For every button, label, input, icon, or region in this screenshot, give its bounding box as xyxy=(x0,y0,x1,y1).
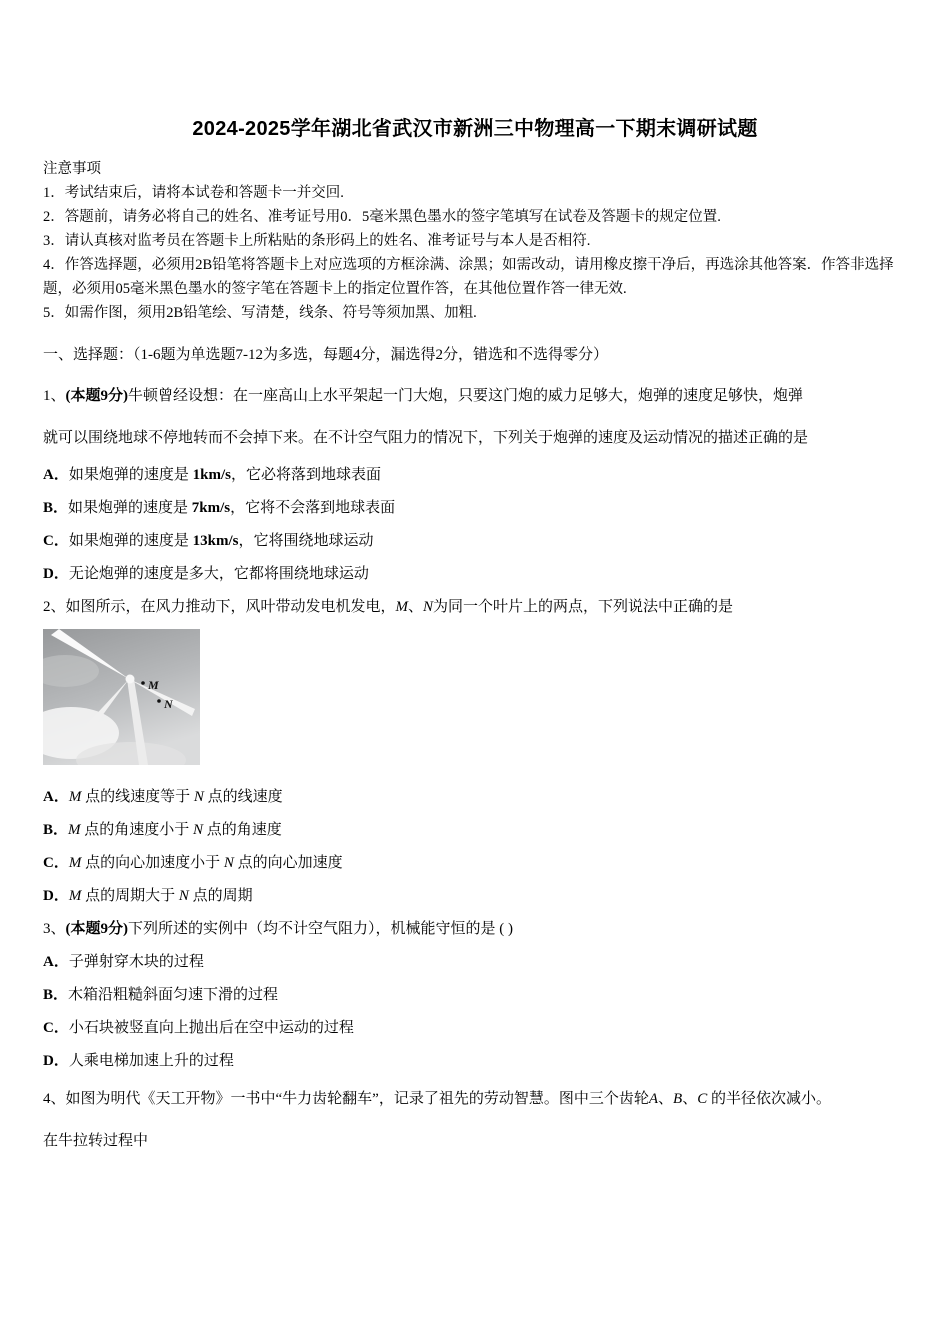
notice-header: 注意事项 xyxy=(43,161,101,177)
question-3 xyxy=(43,913,907,1078)
point-m-label: M xyxy=(148,678,159,692)
question-4-stem-line-1: 4、如图为明代《天工开物》一书中“牛力齿轮翻车”，记录了祖先的劳动智慧。图中三个齿轮A、B、C 的半径依次减小。 xyxy=(43,1091,831,1107)
question-1-stem-line-2: 就可以围绕地球不停地转而不会掉下来。在不计空气阻力的情况下，下列关于炮弹的速度及运动情况的描述正确的是 xyxy=(43,430,809,446)
notice-item-4: 4．作答选择题，必须用2B铅笔将答题卡上对应选项的方框涂满、涂黑；如需改动，请用橡皮擦干净后，再选涂其他答案．作答非选择题，必须用05毫米黑色墨水的签字笔在答题卡上的指定位置作答，在其他位置作答一律无效. xyxy=(43,257,894,297)
point-n-dot xyxy=(157,699,161,703)
question-3-option-d: D．人乘电梯加速上升的过程 xyxy=(43,1053,234,1069)
question-3-option-c: C．小石块被竖直向上抛出后在空中运动的过程 xyxy=(43,1020,354,1036)
point-m-dot xyxy=(141,681,145,685)
question-1 xyxy=(43,375,907,591)
turbine-hub xyxy=(126,675,135,684)
question-2 xyxy=(43,591,907,913)
question-2-option-d: D．M 点的周期大于 N 点的周期 xyxy=(43,888,253,904)
question-3-option-a: A．子弹射穿木块的过程 xyxy=(43,954,204,970)
wind-turbine-figure xyxy=(43,629,907,765)
question-3-option-b: B．木箱沿粗糙斜面匀速下滑的过程 xyxy=(43,987,279,1003)
notice-item-5: 5．如需作图，须用2B铅笔绘、写清楚，线条、符号等须加黑、加粗. xyxy=(43,305,477,321)
question-2-option-a: A．M 点的线速度等于 N 点的线速度 xyxy=(43,789,283,805)
notice-section xyxy=(43,157,907,325)
question-1-option-d: D．无论炮弹的速度是多大，它都将围绕地球运动 xyxy=(43,566,369,582)
point-n-label: N xyxy=(164,697,173,711)
notice-item-3: 3．请认真核对监考员在答题卡上所粘贴的条形码上的姓名、准考证号与本人是否相符. xyxy=(43,233,591,249)
wind-turbine-image xyxy=(43,629,200,765)
question-3-stem: 3、(本题9分)下列所述的实例中（均不计空气阻力），机械能守恒的是 ( ) xyxy=(43,921,514,937)
question-1-option-a: A．如果炮弹的速度是 1km/s，它必将落到地球表面 xyxy=(43,467,381,483)
section-one-header: 一、选择题：（1-6题为单选题7-12为多选，每题4分，漏选得2分，错选和不选得零分） xyxy=(43,347,608,363)
question-1-stem-line-1: 1、(本题9分)牛顿曾经设想：在一座高山上水平架起一门大炮，只要这门炮的威力足够大，炮弹的速度足够快，炮弹 xyxy=(43,388,804,404)
question-1-option-b: B．如果炮弹的速度是 7km/s，它将不会落到地球表面 xyxy=(43,500,396,516)
notice-item-2: 2．答题前，请务必将自己的姓名、准考证号用0．5毫米黑色墨水的签字笔填写在试卷及答题卡的规定位置. xyxy=(43,209,721,225)
question-1-option-c: C．如果炮弹的速度是 13km/s，它将围绕地球运动 xyxy=(43,533,374,549)
question-4-stem-line-2: 在牛拉转过程中 xyxy=(43,1133,149,1149)
question-2-stem: 2、如图所示，在风力推动下，风叶带动发电机发电，M、N为同一个叶片上的两点，下列说法中正确的是 xyxy=(43,599,734,615)
question-2-option-c: C．M 点的向心加速度小于 N 点的向心加速度 xyxy=(43,855,343,871)
question-4 xyxy=(43,1078,907,1162)
question-2-option-b: B．M 点的角速度小于 N 点的角速度 xyxy=(43,822,282,838)
notice-item-1: 1．考试结束后，请将本试卷和答题卡一并交回. xyxy=(43,185,344,201)
document-title: 2024-2025学年湖北省武汉市新洲三中物理高一下期末调研试题 xyxy=(192,118,758,140)
